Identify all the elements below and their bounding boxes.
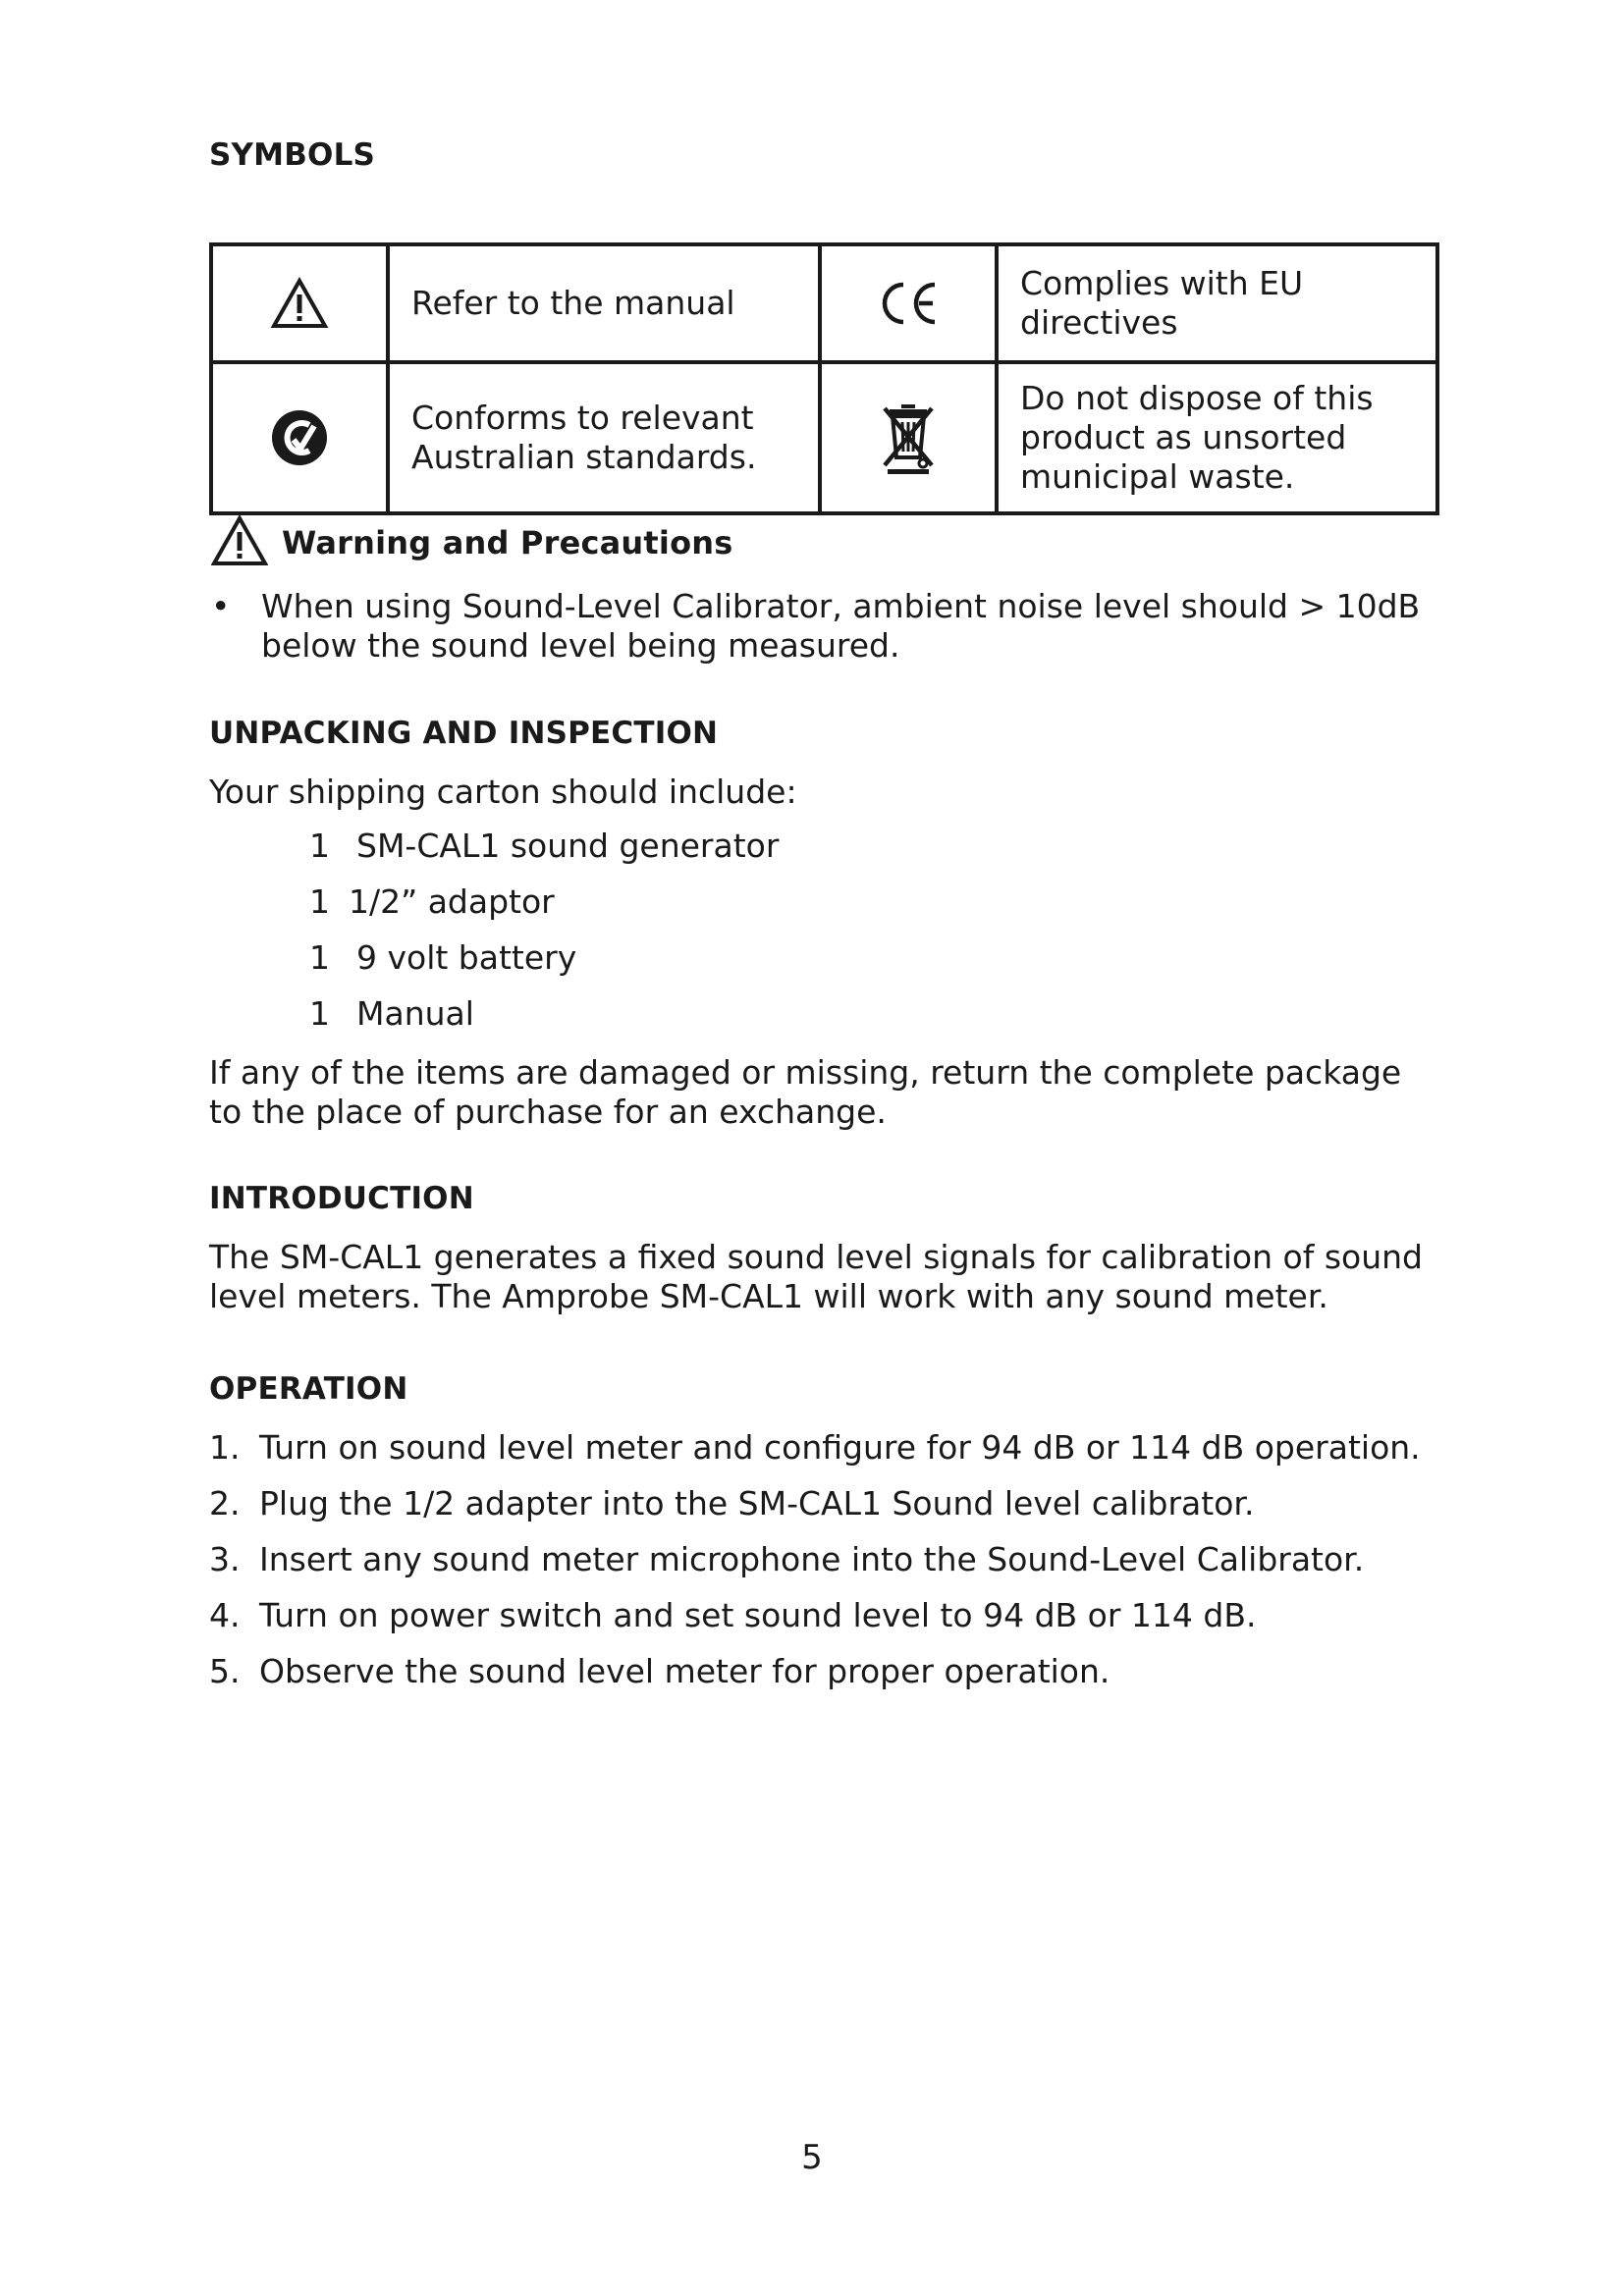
list-item: [309, 882, 779, 938]
unpacking-heading: UNPACKING AND INSPECTION: [209, 716, 719, 751]
list-item: [209, 1428, 1436, 1484]
symbols-table: [209, 242, 1439, 515]
list-item: [209, 1596, 1436, 1652]
symbol-description: Do not dispose of this product as unsorted municipal waste.: [997, 362, 1437, 513]
step-number: 3.: [209, 1540, 241, 1578]
step-number: 5.: [209, 1652, 241, 1690]
step-text: Turn on sound level meter and configure for 94 dB or 114 dB operation.: [259, 1428, 1421, 1467]
symbols-row: [211, 244, 1437, 362]
warning-triangle-icon: [211, 244, 388, 362]
list-item: [309, 827, 779, 882]
symbol-description: Conforms to relevant Australian standards.: [388, 362, 820, 513]
package-contents-list: [309, 827, 779, 1050]
operation-steps: [209, 1428, 1436, 1708]
symbols-heading: SYMBOLS: [209, 137, 376, 173]
item-quantity: 1: [309, 994, 330, 1033]
bullet: •: [211, 587, 231, 625]
introduction-text: The SM-CAL1 generates a fixed sound level signals for calibration of sound level meters. The Amprobe SM-CAL1 will work with any sound meter.: [209, 1238, 1423, 1315]
item-name: 9 volt battery: [356, 938, 577, 977]
step-number: 1.: [209, 1428, 241, 1467]
list-item: [209, 1540, 1436, 1596]
unpacking-note: If any of the items are damaged or missing, return the complete package to the place of purchase for an exchange.: [209, 1053, 1402, 1131]
item-name: 1/2” adaptor: [349, 882, 555, 921]
list-item: [209, 1652, 1436, 1708]
warning-triangle-icon: [211, 515, 268, 570]
step-text: Insert any sound meter microphone into the Sound-Level Calibrator.: [259, 1540, 1365, 1578]
step-number: 4.: [209, 1596, 241, 1634]
list-item: [309, 938, 779, 994]
symbols-row: [211, 362, 1437, 513]
step-number: 2.: [209, 1484, 241, 1522]
step-text: Turn on power switch and set sound level to 94 dB or 114 dB.: [259, 1596, 1257, 1634]
warning-list: [209, 587, 1436, 666]
warning-heading-text: Warning and Precautions: [282, 524, 733, 561]
item-name: Manual: [356, 994, 474, 1033]
warning-heading: [211, 515, 733, 570]
step-text: Observe the sound level meter for proper operation.: [259, 1652, 1110, 1690]
unpacking-intro: Your shipping carton should include:: [209, 773, 797, 811]
operation-heading: OPERATION: [209, 1371, 408, 1407]
item-quantity: 1: [309, 882, 330, 921]
crossed-bin-icon: [820, 362, 997, 513]
symbol-description: Complies with EU directives: [997, 244, 1437, 362]
page-number: 5: [801, 2138, 823, 2177]
item-name: SM-CAL1 sound generator: [356, 827, 780, 865]
step-text: Plug the 1/2 adapter into the SM-CAL1 Sound level calibrator.: [259, 1484, 1255, 1522]
list-item: [209, 587, 1436, 666]
item-quantity: 1: [309, 938, 330, 977]
warning-item-text: When using Sound-Level Calibrator, ambient noise level should > 10dB below the sound level being measured.: [261, 587, 1421, 665]
ce-mark-icon: [820, 244, 997, 362]
introduction-heading: INTRODUCTION: [209, 1181, 474, 1216]
item-quantity: 1: [309, 827, 330, 865]
list-item: [209, 1484, 1436, 1540]
list-item: [309, 994, 779, 1050]
symbol-description: Refer to the manual: [388, 244, 820, 362]
c-tick-icon: [211, 362, 388, 513]
